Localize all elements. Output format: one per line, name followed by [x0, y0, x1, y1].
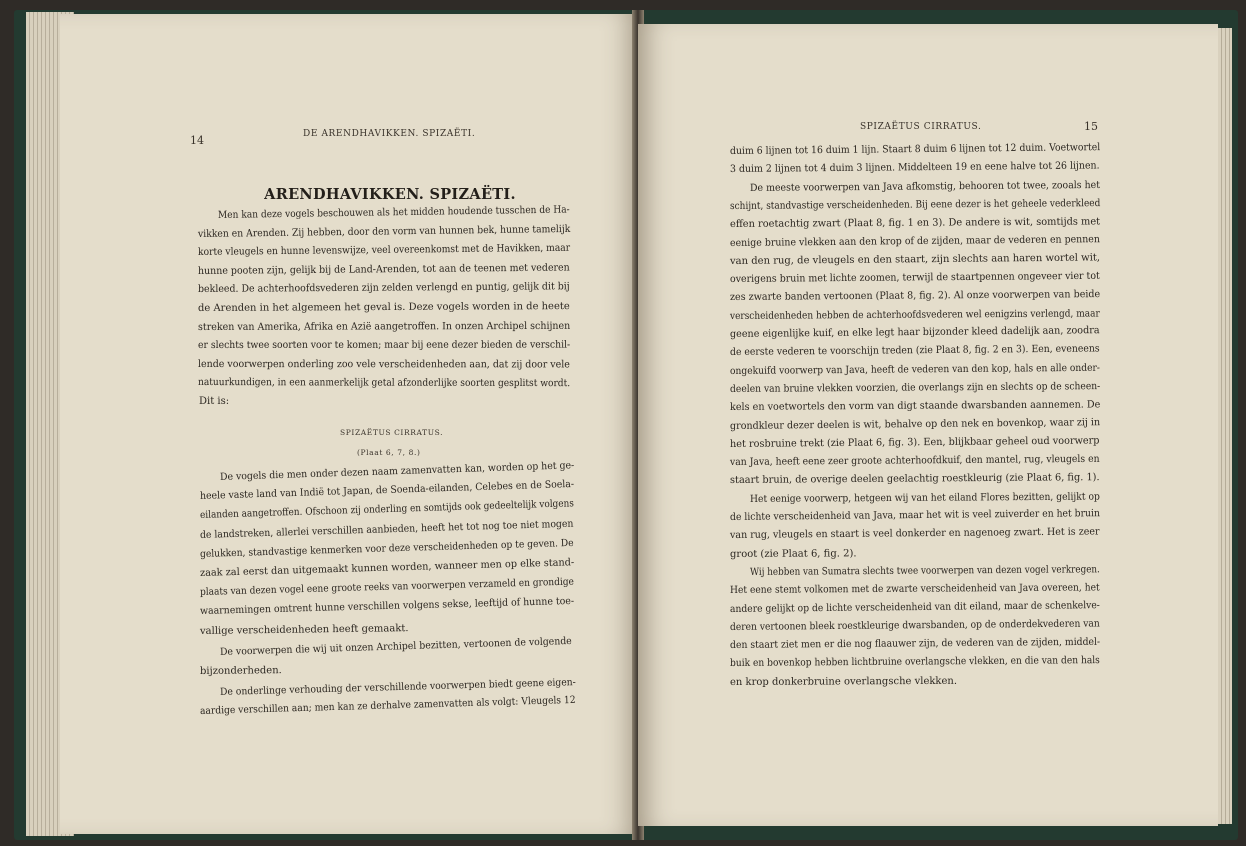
text-line: geene eigenlijke kuif, en elke legt haar bijzonder kleed dadelijk aan, zoodra — [729, 325, 1100, 340]
text-line: de landstreken, allerlei verschillen aanbieden, heeft het tot nog toe niet mogen — [199, 518, 574, 541]
text-line: deelen van bruine vlekken voorzien, die overlangs zijn en slechts op de scheen- — [729, 380, 1101, 395]
text-line: groot (zie Plaat 6, fig. 2). — [729, 547, 857, 560]
page-number: 14 — [190, 134, 204, 147]
text-line: het rosbruine trekt (zie Plaat 6, fig. 3). Een, blijkbaar geheel oud voorwerp — [729, 435, 1100, 450]
text-line: De voorwerpen die wij uit onzen Archipel bezitten, vertoonen de volgende — [219, 635, 572, 658]
text-line: aardige verschillen aan; men kan ze derhalve zamenvatten als volgt: Vleugels 12 — [199, 694, 576, 717]
text-line: 3 duim 2 lijnen tot 4 duim 3 lijnen. Middelteen 19 en eene halve tot 26 lijnen. — [729, 160, 1100, 176]
text-line: ongekuifd voorwerp van Java, heeft de vederen van den kop, hals en alle onder- — [729, 362, 1101, 377]
text-line: Het eenige voorwerp, hetgeen wij van het eiland Flores bezitten, gelijkt op — [749, 491, 1100, 505]
text-line: hunne pooten zijn, gelijk bij de Land-Arenden, tot aan de teenen met vederen — [197, 262, 570, 277]
text-line: van rug, vleugels en staart is veel donkerder en nagenoeg zwart. Het is zeer — [729, 526, 1100, 542]
text-line: zaak zal eerst dan uitgemaakt kunnen worden, wanneer men op elke stand- — [199, 557, 575, 579]
text-line: van Java, heeft eene zeer groote achterhoofdkuif, den mantel, rug, vleugels en — [729, 453, 1100, 469]
running-head: DE ARENDHAVIKKEN. SPIZAËTI. — [303, 129, 476, 139]
text-line: kels en voetwortels den vorm van digt staande dwarsbanden aannemen. De — [729, 399, 1101, 414]
text-line: eilanden aangetroffen. Ofschoon zij onderling en somtijds ook gedeeltelijk volgens — [199, 498, 575, 522]
text-line: Het eene stemt volkomen met de zwarte verscheidenheid van Java overeen, het — [729, 582, 1100, 597]
text-line: er slechts twee soorten voor te komen; maar bij eene dezer bieden de verschil- — [197, 339, 571, 352]
text-line: de eerste vederen te voorschijn treden (zie Plaat 8, fig. 2 en 3). Een, eveneens — [729, 343, 1100, 359]
text-line: effen roetachtig zwart (Plaat 8, fig. 1 en 3). De andere is wit, somtijds met — [729, 216, 1101, 231]
text-line: grondkleur dezer deelen is wit, behalve op den nek en bovenkop, waar zij in — [729, 416, 1101, 432]
text-line: De meeste voorwerpen van Java afkomstig, behooren tot twee, zooals het — [749, 179, 1101, 194]
text-line: andere gelijkt op de lichte verscheidenheid van dit eiland, maar de schenkelve- — [729, 599, 1100, 615]
text-line: overigens bruin met lichte zoomen, terwijl de staartpennen ongeveer vier tot — [729, 270, 1100, 286]
text-line: vallige verscheidenheden heeft gemaakt. — [199, 622, 409, 637]
text-line: schijnt, standvastige verscheidenheden. Bij eene dezer is het geheele vederkleed — [729, 197, 1101, 212]
text-line: korte vleugels en hunne levenswijze, veel overeenkomst met de Havikken, maar — [197, 242, 571, 259]
text-line: heele vaste land van Indië tot Japan, de Soenda-eilanden, Celebes en de Soela- — [199, 479, 575, 503]
text-line: staart bruin, de overige deelen geelachtig roestkleurig (zie Plaat 6, fig. 1). — [729, 472, 1100, 487]
plate-reference: (Plaat 6, 7, 8.) — [357, 448, 421, 457]
text-line: De onderlinge verhouding der verschillende voorwerpen biedt geene eigen- — [219, 676, 576, 698]
species-heading: SPIZAËTUS CIRRATUS. — [340, 428, 444, 437]
text-line: deren vertoonen bleek roestkleurige dwarsbanden, op de onderdekvederen van — [729, 618, 1100, 633]
text-line: zes zwarte banden vertoonen (Plaat 8, fig. 2). Al onze voorwerpen van beide — [729, 289, 1101, 304]
left-page — [60, 14, 638, 834]
right-page — [638, 24, 1218, 826]
text-line: verscheidenheden hebben de achterhoofdsvederen wel eenigzins verlengd, maar — [729, 308, 1100, 322]
text-line: Dit is: — [199, 396, 230, 407]
text-line: plaats van dezen vogel eene groote reeks van voorwerpen verzameld en grondige — [199, 576, 575, 599]
text-line: de Arenden in het algemeen het geval is. Deze vogels worden in de heete — [197, 301, 570, 314]
text-line: duim 6 lijnen tot 16 duim 1 lijn. Staart 8 duim 6 lijnen tot 12 duim. Voetwortel — [729, 142, 1101, 157]
page-number: 15 — [1084, 120, 1098, 133]
text-line: natuurkundigen, in een aanmerkelijk getal afzonderlijke soorten gesplitst wordt. — [197, 377, 571, 390]
text-line: bekleed. De achterhoofdsvederen zijn zelden verlengd en puntig, gelijk dit bij — [197, 281, 570, 296]
text-line: den staart ziet men er die nog flaauwer zijn, de vederen van de zijden, middel- — [729, 636, 1101, 652]
text-line: eenige bruine vlekken aan den krop of de zijden, maar de vederen en pennen — [729, 233, 1100, 249]
text-line: Men kan deze vogels beschouwen als het midden houdende tusschen de Ha- — [217, 204, 570, 221]
text-line: en krop donkerbruine overlangsche vlekken. — [729, 675, 958, 688]
section-title: ARENDHAVIKKEN. SPIZAËTI. — [264, 186, 516, 203]
text-line: de lichte verscheidenheid van Java, maar het wit is veel zuiverder en het bruin — [729, 508, 1100, 523]
text-line: waarnemingen omtrent hunne verschillen volgens sekse, leeftijd of hunne toe- — [199, 596, 575, 618]
text-line: van den rug, de vleugels en den staart, zijn slechts aan haren wortel wit, — [729, 252, 1101, 267]
text-line: Wij hebben van Sumatra slechts twee voorwerpen van dezen vogel verkregen. — [749, 564, 1100, 578]
text-line: bijzonderheden. — [199, 664, 282, 677]
text-line: gelukken, standvastige kenmerken voor deze verscheidenheden op te geven. De — [199, 537, 574, 560]
text-line: buik en bovenkop hebben lichtbruine overlangsche vlekken, en die van den hals — [729, 655, 1100, 670]
running-head: SPIZAËTUS CIRRATUS. — [860, 122, 982, 132]
text-line: streken van Amerika, Afrika en Azië aangetroffen. In onzen Archipel schijnen — [197, 320, 571, 333]
text-line: lende voorwerpen onderling zoo vele verscheidenheden aan, dat zij door vele — [197, 358, 570, 371]
text-line: De vogels die men onder dezen naam zamenvatten kan, worden op het ge- — [219, 460, 575, 483]
text-line: vikken en Arenden. Zij hebben, door den vorm van hunnen bek, hunne tamelijk — [197, 223, 571, 240]
